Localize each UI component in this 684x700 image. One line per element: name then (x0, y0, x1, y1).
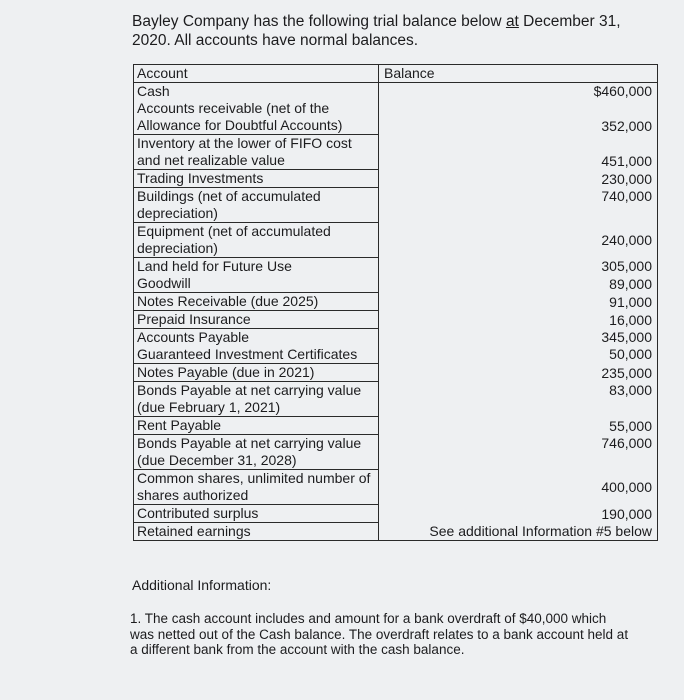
table-row: Inventory at the lower of FIFO cost and net realizable value 451,000 (134, 135, 658, 170)
table-row: Trading Investments 230,000 (134, 170, 658, 188)
table-row: Land held for Future Use 305,000 (134, 258, 658, 276)
table-row: Cash $460,000 (134, 83, 658, 101)
account-header: Account (134, 65, 379, 83)
table-row: Rent Payable 55,000 (134, 417, 658, 435)
problem-intro: Bayley Company has the following trial balance below at December 31, 2020. All accounts have normal balances. (132, 13, 621, 49)
table-row: Accounts receivable (net of the Allowance for Doubtful Accounts) 352,000 (134, 100, 658, 135)
table-header-row (134, 65, 658, 83)
table-row: Accounts Payable 345,000 (134, 329, 658, 347)
table-row: Notes Payable (due in 2021) 235,000 (134, 364, 658, 382)
trial-balance-table (133, 64, 658, 541)
table-row: Prepaid Insurance 16,000 (134, 311, 658, 329)
table-row: Guaranteed Investment Certificates 50,000 (134, 346, 658, 364)
balance-header: Balance (379, 65, 658, 83)
table-row: Equipment (net of accumulated depreciation) 240,000 (134, 223, 658, 258)
table-row: Buildings (net of accumulated depreciation) 740,000 (134, 188, 658, 223)
table-row: Retained earnings See additional Information #5 below (134, 523, 658, 541)
additional-note-1: 1. The cash account includes and amount for a bank overdraft of $40,000 which was netted out of the Cash balance. The overdraft relates to a bank account held at a different bank from the account with the cash balance. (130, 611, 629, 657)
table-row: Common shares, unlimited number of shares authorized 400,000 (134, 470, 658, 505)
table-row: Goodwill 89,000 (134, 275, 658, 293)
table-row: Contributed surplus 190,000 (134, 505, 658, 523)
additional-info-heading: Additional Information: (132, 577, 272, 593)
table-row: Bonds Payable at net carrying value (due February 1, 2021) 83,000 (134, 382, 658, 417)
table-row: Notes Receivable (due 2025) 91,000 (134, 293, 658, 311)
table-row: Bonds Payable at net carrying value (due December 31, 2028) 746,000 (134, 435, 658, 470)
